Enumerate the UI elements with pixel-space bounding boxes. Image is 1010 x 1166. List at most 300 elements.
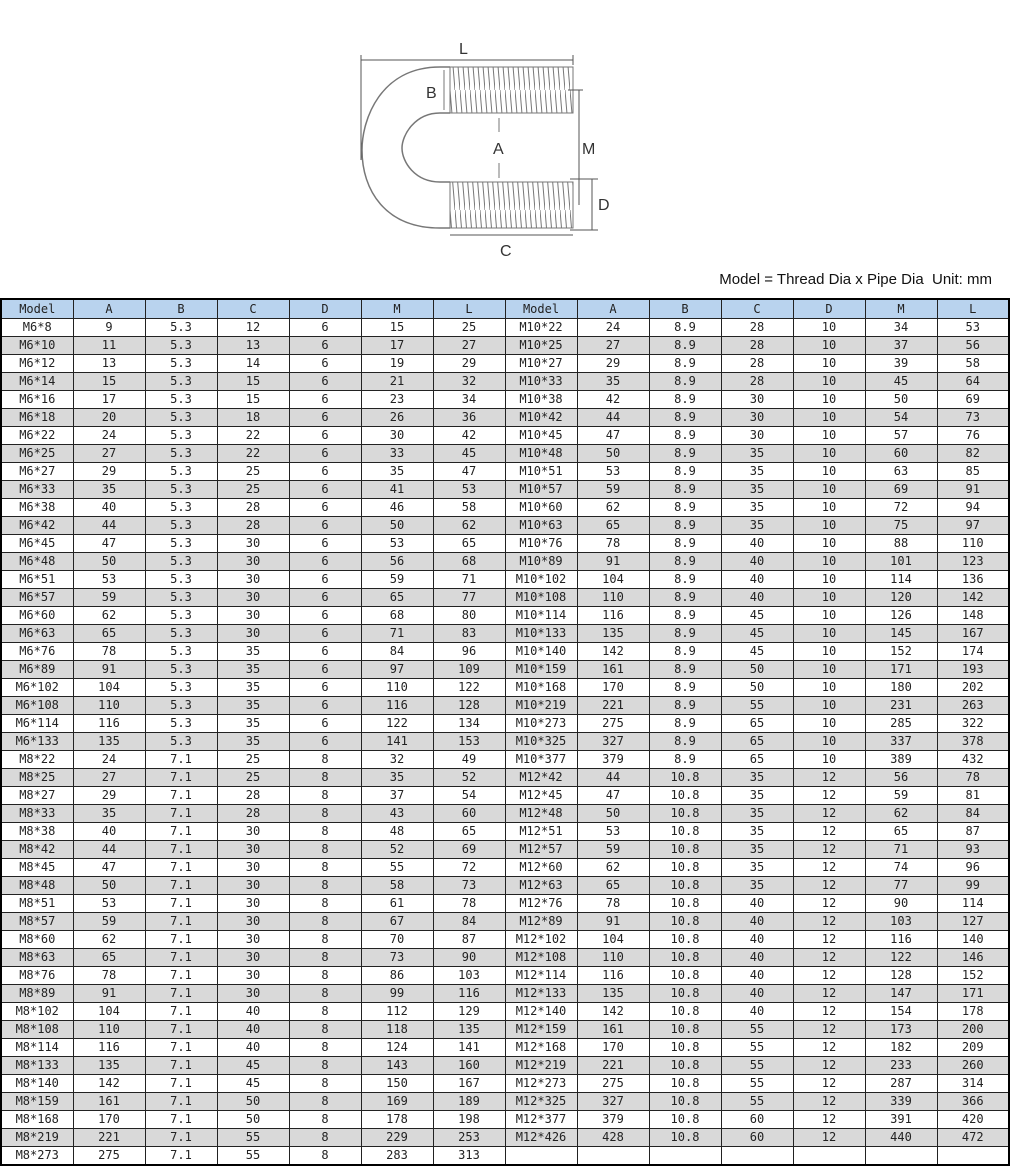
value-cell: 35 [217,697,289,715]
model-cell: M10*89 [505,553,577,571]
value-cell: 8 [289,769,361,787]
diagram-label-a: A [493,141,504,158]
value-cell: 76 [937,427,1009,445]
value-cell: 150 [361,1075,433,1093]
value-cell: 231 [865,697,937,715]
value-cell: 54 [433,787,505,805]
value-cell: 152 [937,967,1009,985]
table-row [1,355,1009,373]
value-cell: 60 [721,1129,793,1147]
column-header-l-right: L [937,299,1009,319]
model-cell: M6*33 [1,481,73,499]
value-cell: 7.1 [145,805,217,823]
value-cell: 8 [289,751,361,769]
table-row [1,481,1009,499]
value-cell: 12 [793,877,865,895]
value-cell: 62 [433,517,505,535]
value-cell: 65 [721,733,793,751]
value-cell: 25 [217,481,289,499]
value-cell: 5.3 [145,517,217,535]
value-cell: 80 [433,607,505,625]
model-cell: M8*38 [1,823,73,841]
value-cell: 71 [865,841,937,859]
value-cell: 10 [793,589,865,607]
value-cell: 193 [937,661,1009,679]
value-cell: 169 [361,1093,433,1111]
value-cell: 30 [217,949,289,967]
value-cell: 97 [361,661,433,679]
value-cell: 72 [433,859,505,877]
model-cell: M6*18 [1,409,73,427]
value-cell: 134 [433,715,505,733]
model-cell: M8*273 [1,1147,73,1166]
diagram-label-l: L [459,41,468,58]
column-header-a-left: A [73,299,145,319]
value-cell: 30 [217,535,289,553]
value-cell: 8 [289,1003,361,1021]
value-cell: 8.9 [649,661,721,679]
value-cell: 6 [289,319,361,337]
value-cell: 30 [217,553,289,571]
value-cell: 10 [793,643,865,661]
value-cell: 45 [865,373,937,391]
value-cell: 5.3 [145,697,217,715]
table-row [1,391,1009,409]
table-row [1,427,1009,445]
value-cell: 7.1 [145,1111,217,1129]
value-cell: 8 [289,949,361,967]
value-cell: 120 [865,589,937,607]
value-cell: 10.8 [649,769,721,787]
value-cell: 8.9 [649,481,721,499]
value-cell: 10.8 [649,1003,721,1021]
value-cell: 40 [721,931,793,949]
value-cell: 82 [937,445,1009,463]
value-cell: 12 [793,967,865,985]
value-cell: 78 [433,895,505,913]
value-cell: 5.3 [145,661,217,679]
value-cell: 19 [361,355,433,373]
value-cell: 8.9 [649,589,721,607]
model-cell: M10*159 [505,661,577,679]
value-cell: 142 [577,1003,649,1021]
value-cell: 10 [793,373,865,391]
value-cell: 127 [937,913,1009,931]
model-cell: M8*89 [1,985,73,1003]
value-cell: 77 [865,877,937,895]
value-cell: 65 [721,751,793,769]
value-cell: 6 [289,535,361,553]
value-cell: 55 [721,1057,793,1075]
value-cell: 60 [721,1111,793,1129]
value-cell: 35 [721,805,793,823]
value-cell: 5.3 [145,571,217,589]
column-header-model-left: Model [1,299,73,319]
value-cell: 7.1 [145,787,217,805]
value-cell: 35 [361,463,433,481]
value-cell: 10.8 [649,805,721,823]
model-cell: M6*22 [1,427,73,445]
value-cell: 10.8 [649,985,721,1003]
value-cell: 109 [433,661,505,679]
value-cell: 7.1 [145,769,217,787]
value-cell: 30 [721,427,793,445]
value-cell: 161 [577,1021,649,1039]
diagram-label-m: M [582,141,596,158]
model-cell: M10*108 [505,589,577,607]
unit-caption: Model = Thread Dia x Pipe Dia Unit: mm [719,271,992,288]
value-cell: 141 [433,1039,505,1057]
value-cell: 29 [73,787,145,805]
model-cell: M8*45 [1,859,73,877]
value-cell: 47 [433,463,505,481]
model-cell: M10*33 [505,373,577,391]
model-cell: M6*60 [1,607,73,625]
value-cell: 46 [361,499,433,517]
value-cell: 9 [73,319,145,337]
value-cell: 379 [577,751,649,769]
model-cell: M6*25 [1,445,73,463]
value-cell: 10 [793,463,865,481]
model-cell: M6*14 [1,373,73,391]
value-cell: 6 [289,355,361,373]
model-cell: M8*133 [1,1057,73,1075]
value-cell: 32 [361,751,433,769]
value-cell: 12 [793,859,865,877]
value-cell: 128 [433,697,505,715]
model-cell: M6*27 [1,463,73,481]
value-cell: 22 [217,427,289,445]
value-cell: 44 [577,409,649,427]
value-cell: 10 [793,409,865,427]
value-cell: 10.8 [649,841,721,859]
table-row [1,409,1009,427]
value-cell: 263 [937,697,1009,715]
value-cell: 6 [289,481,361,499]
value-cell: 135 [73,1057,145,1075]
value-cell: 275 [73,1147,145,1166]
value-cell: 6 [289,409,361,427]
value-cell: 10 [793,481,865,499]
value-cell: 55 [361,859,433,877]
value-cell: 148 [937,607,1009,625]
value-cell: 78 [73,967,145,985]
value-cell: 10 [793,571,865,589]
value-cell: 7.1 [145,949,217,967]
value-cell: 428 [577,1129,649,1147]
model-cell: M12*273 [505,1075,577,1093]
model-cell: M12*76 [505,895,577,913]
table-row [1,589,1009,607]
value-cell: 99 [361,985,433,1003]
value-cell: 65 [361,589,433,607]
value-cell: 24 [73,427,145,445]
value-cell: 5.3 [145,355,217,373]
value-cell: 40 [721,913,793,931]
value-cell: 189 [433,1093,505,1111]
value-cell: 62 [577,859,649,877]
value-cell: 10 [793,535,865,553]
value-cell: 55 [721,1021,793,1039]
diagram-label-d: D [598,197,610,214]
value-cell: 6 [289,733,361,751]
value-cell: 30 [217,607,289,625]
value-cell [937,1147,1009,1166]
table-row [1,859,1009,877]
table-row [1,1093,1009,1111]
value-cell: 171 [865,661,937,679]
value-cell: 8 [289,1039,361,1057]
value-cell: 40 [217,1021,289,1039]
value-cell: 35 [217,643,289,661]
value-cell: 55 [217,1147,289,1166]
value-cell: 8.9 [649,535,721,553]
value-cell: 128 [865,967,937,985]
value-cell: 275 [577,1075,649,1093]
value-cell: 35 [73,805,145,823]
value-cell: 30 [721,391,793,409]
value-cell: 5.3 [145,499,217,517]
value-cell: 472 [937,1129,1009,1147]
value-cell: 28 [217,499,289,517]
value-cell: 84 [433,913,505,931]
value-cell: 6 [289,607,361,625]
value-cell: 7.1 [145,1147,217,1166]
value-cell: 34 [865,319,937,337]
value-cell: 12 [793,823,865,841]
value-cell: 389 [865,751,937,769]
table-row [1,445,1009,463]
table-row [1,1039,1009,1057]
value-cell: 147 [865,985,937,1003]
value-cell: 170 [577,1039,649,1057]
value-cell: 65 [721,715,793,733]
value-cell: 37 [865,337,937,355]
model-cell: M8*51 [1,895,73,913]
value-cell: 5.3 [145,481,217,499]
model-cell: M8*25 [1,769,73,787]
value-cell: 10.8 [649,913,721,931]
value-cell: 87 [433,931,505,949]
table-row [1,499,1009,517]
value-cell: 8 [289,967,361,985]
value-cell: 6 [289,643,361,661]
value-cell: 110 [73,697,145,715]
value-cell: 12 [793,805,865,823]
value-cell: 52 [361,841,433,859]
value-cell: 135 [577,625,649,643]
model-cell: M12*57 [505,841,577,859]
value-cell: 123 [937,553,1009,571]
value-cell: 285 [865,715,937,733]
value-cell: 40 [721,571,793,589]
value-cell: 13 [217,337,289,355]
value-cell: 5.3 [145,553,217,571]
value-cell: 10 [793,679,865,697]
value-cell: 6 [289,571,361,589]
value-cell: 55 [721,1093,793,1111]
table-row [1,787,1009,805]
value-cell: 81 [937,787,1009,805]
value-cell: 5.3 [145,319,217,337]
model-cell: M12*133 [505,985,577,1003]
model-cell: M10*325 [505,733,577,751]
value-cell: 6 [289,625,361,643]
value-cell: 47 [577,427,649,445]
value-cell: 86 [361,967,433,985]
value-cell: 6 [289,427,361,445]
value-cell: 12 [793,1093,865,1111]
value-cell: 53 [937,319,1009,337]
value-cell: 135 [73,733,145,751]
model-cell: M8*33 [1,805,73,823]
value-cell: 26 [361,409,433,427]
value-cell: 5.3 [145,535,217,553]
column-header-b-left: B [145,299,217,319]
value-cell: 58 [937,355,1009,373]
value-cell: 110 [937,535,1009,553]
value-cell: 40 [721,535,793,553]
value-cell: 67 [361,913,433,931]
value-cell: 8 [289,1057,361,1075]
value-cell: 78 [73,643,145,661]
value-cell: 59 [577,841,649,859]
value-cell: 10 [793,427,865,445]
value-cell: 40 [73,823,145,841]
column-header-c-left: C [217,299,289,319]
value-cell: 28 [721,319,793,337]
value-cell: 8 [289,787,361,805]
model-cell: M10*25 [505,337,577,355]
table-row [1,643,1009,661]
value-cell: 8.9 [649,409,721,427]
model-cell: M6*16 [1,391,73,409]
value-cell: 25 [217,751,289,769]
column-header-c-right: C [721,299,793,319]
model-cell: M12*102 [505,931,577,949]
value-cell: 42 [577,391,649,409]
value-cell: 8 [289,823,361,841]
value-cell: 45 [433,445,505,463]
value-cell: 27 [73,445,145,463]
value-cell: 160 [433,1057,505,1075]
value-cell: 50 [217,1111,289,1129]
value-cell: 53 [577,823,649,841]
model-cell: M10*48 [505,445,577,463]
value-cell: 8 [289,1147,361,1166]
value-cell: 15 [217,391,289,409]
value-cell: 59 [73,589,145,607]
value-cell: 50 [577,805,649,823]
value-cell: 10 [793,499,865,517]
u-bolt-spec-table [0,298,1010,1166]
value-cell: 61 [361,895,433,913]
value-cell: 96 [937,859,1009,877]
value-cell: 40 [217,1039,289,1057]
value-cell: 17 [73,391,145,409]
model-cell: M10*168 [505,679,577,697]
model-cell: M6*114 [1,715,73,733]
value-cell: 8.9 [649,427,721,445]
value-cell: 50 [577,445,649,463]
value-cell [865,1147,937,1166]
value-cell: 40 [73,499,145,517]
value-cell: 27 [73,769,145,787]
value-cell: 65 [865,823,937,841]
model-cell: M12*377 [505,1111,577,1129]
value-cell: 142 [577,643,649,661]
value-cell: 12 [793,1021,865,1039]
value-cell: 40 [721,1003,793,1021]
value-cell: 65 [73,625,145,643]
value-cell: 8 [289,877,361,895]
value-cell: 146 [937,949,1009,967]
value-cell: 40 [721,895,793,913]
model-cell: M10*27 [505,355,577,373]
table-row [1,1111,1009,1129]
model-cell: M12*325 [505,1093,577,1111]
model-cell: M8*102 [1,1003,73,1021]
value-cell: 50 [73,553,145,571]
column-header-m-right: M [865,299,937,319]
value-cell: 65 [577,517,649,535]
value-cell: 10.8 [649,895,721,913]
model-cell: M6*8 [1,319,73,337]
value-cell: 68 [433,553,505,571]
model-cell: M8*60 [1,931,73,949]
value-cell: 35 [721,859,793,877]
column-header-l-left: L [433,299,505,319]
u-bolt-diagram [340,30,630,270]
value-cell: 8.9 [649,445,721,463]
value-cell: 432 [937,751,1009,769]
value-cell: 65 [433,823,505,841]
value-cell: 25 [217,769,289,787]
value-cell: 60 [433,805,505,823]
value-cell: 10.8 [649,967,721,985]
value-cell: 7.1 [145,823,217,841]
value-cell: 178 [937,1003,1009,1021]
value-cell: 78 [577,535,649,553]
table-row [1,625,1009,643]
model-cell: M10*22 [505,319,577,337]
value-cell: 10 [793,517,865,535]
value-cell: 114 [865,571,937,589]
value-cell: 7.1 [145,1039,217,1057]
value-cell: 202 [937,679,1009,697]
value-cell: 5.3 [145,427,217,445]
value-cell: 5.3 [145,589,217,607]
value-cell: 10.8 [649,859,721,877]
value-cell: 135 [433,1021,505,1039]
value-cell: 8.9 [649,499,721,517]
value-cell: 56 [361,553,433,571]
model-cell: M8*42 [1,841,73,859]
value-cell: 6 [289,337,361,355]
table-body [1,319,1009,1166]
value-cell: 6 [289,697,361,715]
value-cell: 110 [361,679,433,697]
table-row [1,967,1009,985]
model-cell: M10*219 [505,697,577,715]
model-cell: M12*426 [505,1129,577,1147]
model-cell: M8*22 [1,751,73,769]
model-cell: M8*168 [1,1111,73,1129]
value-cell: 129 [433,1003,505,1021]
model-cell: M10*60 [505,499,577,517]
table-row [1,913,1009,931]
value-cell: 12 [793,931,865,949]
